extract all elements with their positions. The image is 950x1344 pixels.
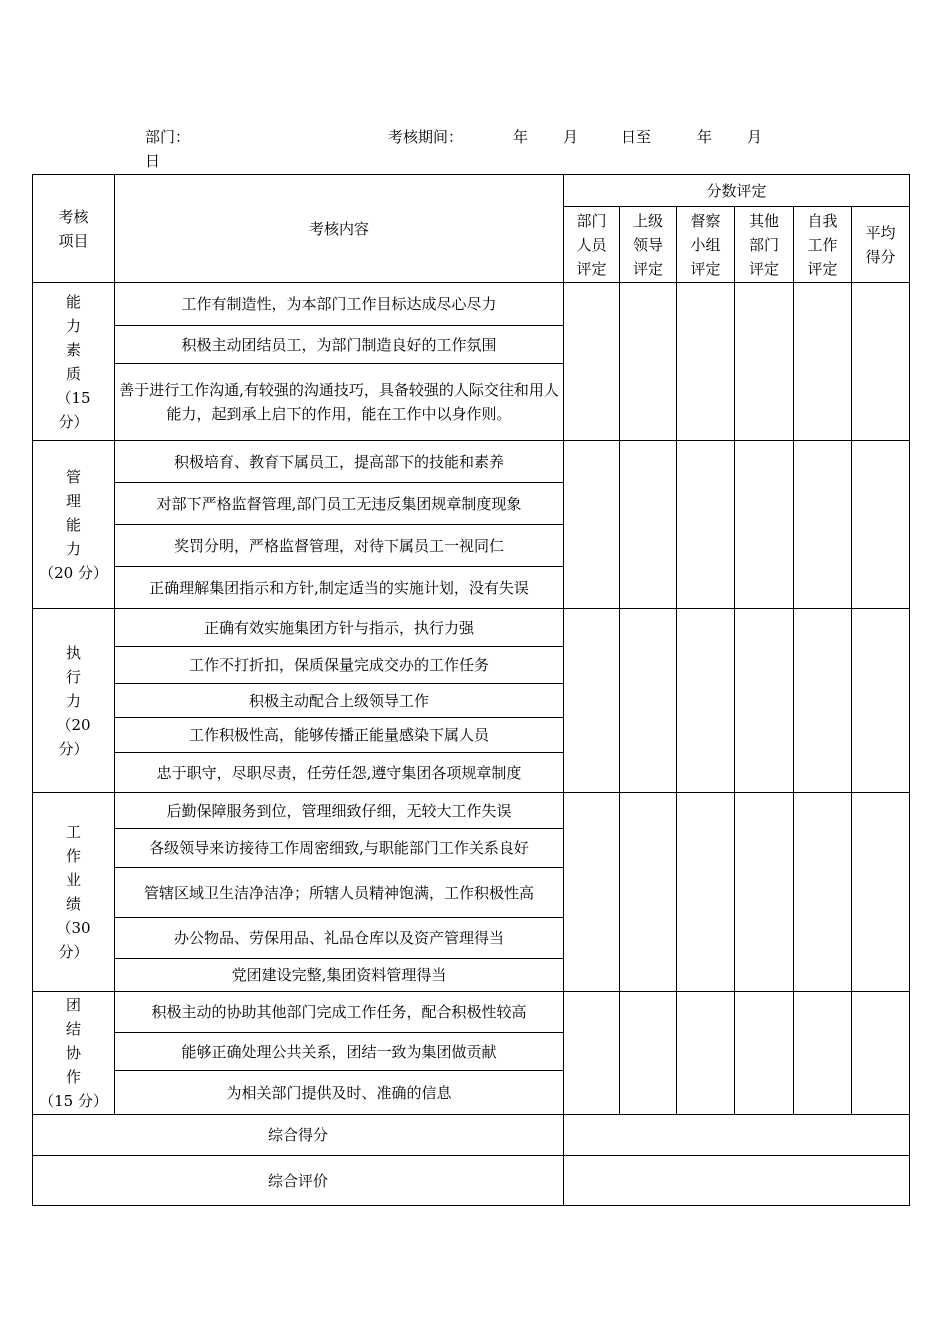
assessment-content: 积极培育、教育下属员工，提高部下的技能和素养: [173, 452, 504, 471]
total-score-row: [33, 1115, 910, 1156]
score-input-cell[interactable]: [677, 793, 735, 992]
score-input-cell[interactable]: [852, 793, 910, 992]
score-input-cell[interactable]: [735, 283, 794, 441]
table-row: [33, 441, 910, 483]
score-column-header: [852, 207, 910, 283]
score-input-cell[interactable]: [564, 992, 620, 1115]
score-input-cell[interactable]: [620, 283, 677, 441]
assessment-content-cell: [115, 868, 564, 918]
header-score-group-label: 分数评定: [706, 181, 767, 200]
assessment-content-cell: [115, 793, 564, 829]
period-label: 考核期间：: [388, 128, 464, 146]
assessment-content-cell: [115, 992, 564, 1033]
total-score-label: 综合得分: [267, 1126, 328, 1144]
score-input-cell[interactable]: [794, 992, 852, 1115]
assessment-content-cell: [115, 918, 564, 959]
assessment-content: 管辖区域卫生洁净洁净；所辖人员精神饱满，工作积极性高: [143, 883, 534, 902]
header-content-cell: [115, 175, 564, 283]
assessment-content-cell: [115, 959, 564, 992]
score-column-header: [735, 207, 794, 283]
score-column-header: [794, 207, 852, 283]
assessment-content-cell: [115, 525, 564, 567]
score-column-label: 部门 人员 评定: [576, 211, 607, 278]
score-column-label: 督察 小组 评定: [690, 211, 721, 278]
section-name-cell: [33, 992, 115, 1115]
header-score-group-cell: [564, 175, 910, 207]
score-input-cell[interactable]: [564, 793, 620, 992]
period-end-month: 月: [747, 128, 763, 146]
score-input-cell[interactable]: [620, 992, 677, 1115]
total-evaluation-value-cell[interactable]: [564, 1156, 910, 1206]
score-input-cell[interactable]: [564, 609, 620, 793]
assessment-content: 党团建设完整,集团资料管理得当: [231, 966, 447, 984]
assessment-content-cell: [115, 1033, 564, 1071]
period-start-year: 年: [513, 128, 529, 146]
header-item-cell: [33, 175, 115, 283]
section-name: 工 作 业 绩 （30 分）: [56, 823, 91, 961]
assessment-content-cell: [115, 684, 564, 718]
score-column-header: [620, 207, 677, 283]
assessment-content-cell: [115, 718, 564, 753]
score-column-label: 上级 领导 评定: [632, 211, 663, 278]
period-start-day-to: 日至: [621, 128, 652, 146]
table-row: [33, 992, 910, 1033]
score-input-cell[interactable]: [794, 283, 852, 441]
assessment-content: 积极主动团结员工，为部门制造良好的工作氛围: [181, 335, 497, 354]
section-name-cell: [33, 441, 115, 609]
score-input-cell[interactable]: [735, 793, 794, 992]
score-column-label: 平均 得分: [865, 223, 896, 266]
period-end-day: 日: [145, 152, 161, 170]
score-column-header: [564, 207, 620, 283]
score-input-cell[interactable]: [735, 609, 794, 793]
assessment-content: 工作积极性高，能够传播正能量感染下属人员: [188, 726, 489, 744]
section-name-cell: [33, 283, 115, 441]
score-input-cell[interactable]: [735, 992, 794, 1115]
header-item-label: 考核 项目: [58, 207, 89, 250]
assessment-content: 工作不打折扣，保质保量完成交办的工作任务: [188, 656, 489, 674]
section-name-cell: [33, 793, 115, 992]
score-input-cell[interactable]: [564, 283, 620, 441]
score-input-cell[interactable]: [620, 441, 677, 609]
assessment-content-cell: [115, 441, 564, 483]
score-input-cell[interactable]: [852, 992, 910, 1115]
section-name: 团 结 协 作 （15 分）: [39, 996, 108, 1110]
assessment-content: 正确理解集团指示和方针,制定适当的实施计划，没有失误: [149, 578, 529, 597]
table-row: [33, 793, 910, 829]
assessment-content: 办公物品、劳保用品、礼品仓库以及资产管理得当: [173, 929, 504, 947]
table-row: [33, 609, 910, 647]
total-score-label-cell: [33, 1115, 564, 1156]
assessment-content: 奖罚分明，严格监督管理，对待下属员工一视同仁: [173, 536, 504, 555]
score-input-cell[interactable]: [794, 441, 852, 609]
assessment-content: 对部下严格监督管理,部门员工无违反集团规章制度现象: [156, 494, 522, 513]
assessment-content-cell: [115, 364, 564, 441]
assessment-content: 为相关部门提供及时、准确的信息: [226, 1083, 452, 1102]
score-column-label: 自我 工作 评定: [807, 211, 838, 278]
score-input-cell[interactable]: [564, 441, 620, 609]
total-evaluation-label-cell: [33, 1156, 564, 1206]
score-column-header: [677, 207, 735, 283]
assessment-content: 积极主动配合上级领导工作: [248, 691, 429, 710]
assessment-content: 正确有效实施集团方针与指示，执行力强: [203, 618, 474, 637]
assessment-content: 各级领导来访接待工作周密细致,与职能部门工作关系良好: [149, 839, 529, 857]
period-start-month: 月: [563, 128, 579, 146]
assessment-content-cell: [115, 753, 564, 793]
assessment-content: 善于进行工作沟通,有较强的沟通技巧，具备较强的人际交往和用人能力，起到承上启下的作用，能在工作中以身作则。: [119, 381, 559, 423]
assessment-content: 忠于职守，尽职尽责，任劳任怨,遵守集团各项规章制度: [156, 763, 522, 782]
score-input-cell[interactable]: [852, 283, 910, 441]
score-column-label: 其他 部门 评定: [748, 211, 779, 278]
assessment-content-cell: [115, 567, 564, 609]
score-input-cell[interactable]: [794, 609, 852, 793]
score-input-cell[interactable]: [794, 793, 852, 992]
assessment-content: 能够正确处理公共关系，团结一致为集团做贡献: [181, 1042, 497, 1061]
score-input-cell[interactable]: [620, 793, 677, 992]
assessment-content: 积极主动的协助其他部门完成工作任务，配合积极性较高: [151, 1003, 527, 1021]
section-name: 管 理 能 力 （20 分）: [39, 467, 108, 582]
score-input-cell[interactable]: [677, 609, 735, 793]
section-name-cell: [33, 609, 115, 793]
assessment-content-cell: [115, 609, 564, 647]
assessment-content: 后勤保障服务到位，管理细致仔细，无较大工作失误: [166, 801, 512, 820]
score-input-cell[interactable]: [677, 283, 735, 441]
assessment-content-cell: [115, 829, 564, 868]
department-label: 部门：: [145, 128, 191, 146]
section-name: 执 行 力 （20 分）: [56, 643, 91, 758]
assessment-content: 工作有制造性，为本部门工作目标达成尽心尽力: [181, 295, 497, 313]
score-input-cell[interactable]: [852, 441, 910, 609]
score-input-cell[interactable]: [677, 992, 735, 1115]
assessment-content-cell: [115, 483, 564, 525]
assessment-table: [32, 174, 910, 1206]
total-evaluation-label: 综合评价: [267, 1171, 328, 1190]
total-evaluation-row: [33, 1156, 910, 1206]
assessment-content-cell: [115, 647, 564, 684]
assessment-content-cell: [115, 326, 564, 364]
table-row: [33, 283, 910, 326]
header-content-label: 考核内容: [308, 219, 369, 238]
assessment-content-cell: [115, 1071, 564, 1115]
score-input-cell[interactable]: [677, 441, 735, 609]
score-input-cell[interactable]: [620, 609, 677, 793]
score-input-cell[interactable]: [852, 609, 910, 793]
period-end-year: 年: [697, 128, 713, 146]
score-input-cell[interactable]: [735, 441, 794, 609]
assessment-content-cell: [115, 283, 564, 326]
total-score-value-cell[interactable]: [564, 1115, 910, 1156]
section-name: 能 力 素 质 （15 分）: [56, 292, 91, 431]
